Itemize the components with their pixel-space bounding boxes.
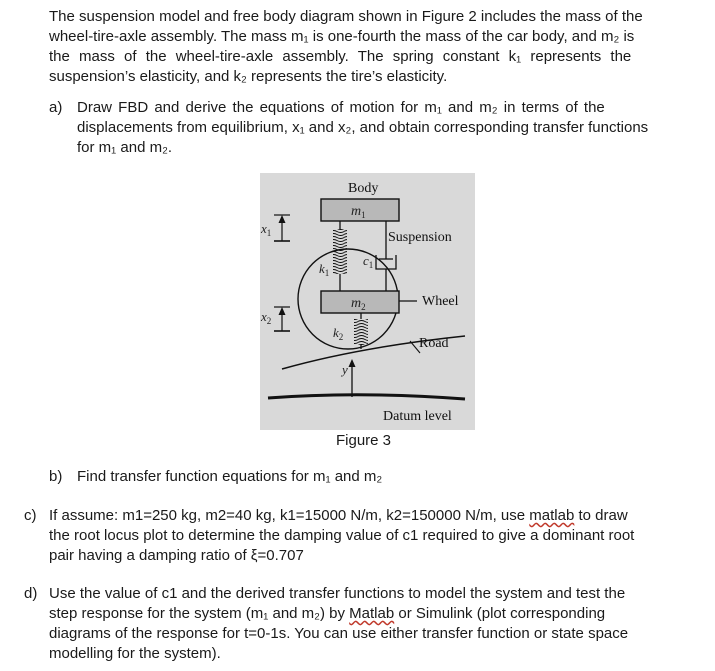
question-c-label: c)	[24, 507, 37, 524]
suspension-figure	[260, 173, 475, 430]
x2-arrowhead	[279, 307, 286, 315]
question-b-label: b)	[49, 468, 63, 485]
x2-label: $x_2$	[261, 309, 272, 326]
question-c-line-3: pair having a damping ratio of ξ=0.707	[49, 547, 304, 564]
question-d-line-2	[49, 604, 681, 624]
question-a-line-1: Draw FBD and derive the equations of motion for m₁ and m₂ in terms of the	[77, 99, 605, 116]
y-label: y	[342, 362, 348, 377]
k2-label: $k_2$	[333, 325, 344, 342]
question-a-line-3: for m₁ and m₂.	[77, 139, 173, 156]
k1-spring-coil	[333, 229, 347, 274]
datum-label: Datum level	[383, 409, 452, 424]
k2-spring-coil	[354, 319, 368, 345]
matlab-word: matlab	[529, 507, 575, 524]
m1-label: $m_1$	[351, 204, 366, 220]
question-d-line-3: diagrams of the response for t=0-1s. You can use either transfer function or state space	[49, 625, 629, 642]
c1-label: $c_1$	[363, 253, 374, 270]
road-label: Road	[419, 336, 449, 351]
body-label: Body	[348, 181, 379, 196]
question-d-line-2-end: or Simulink (plot corresponding	[394, 605, 606, 622]
question-c-line-1	[49, 506, 681, 526]
question-a-label: a)	[49, 99, 63, 116]
figure-caption: Figure 3	[336, 432, 392, 449]
intro-line-4: suspension’s elasticity, and k₂ represents the tire’s elasticity.	[49, 68, 448, 85]
question-c-line-1-start: If assume: m1=250 kg, m2=40 kg, k1=15000 N/m, k2=150000 N/m, use	[49, 507, 530, 524]
intro-line-1: The suspension model and free body diagram shown in Figure 2 includes the mass of the	[49, 8, 643, 25]
x1-label: $x_1$	[261, 221, 272, 238]
suspension-label: Suspension	[388, 230, 452, 245]
k1-label: $k_1$	[319, 261, 330, 278]
question-d-line-2-start: step response for the system (m₁ and m₂) by	[49, 605, 350, 622]
wheel-label: Wheel	[422, 294, 459, 309]
question-d-line-4: modelling for the system).	[49, 645, 221, 662]
question-c-line-1-end: to draw	[574, 507, 628, 524]
suspension-diagram	[260, 173, 475, 430]
y-arrowhead	[349, 359, 356, 367]
matlab-word-2: Matlab	[349, 605, 395, 622]
question-d-line-1: Use the value of c1 and the derived transfer functions to model the system and test the	[49, 585, 626, 602]
intro-line-2: wheel-tire-axle assembly. The mass m₁ is one-fourth the mass of the car body, and m₂ is	[49, 28, 635, 45]
m2-label: $m_2$	[351, 296, 366, 312]
question-a-line-2: displacements from equilibrium, x₁ and x₂, and obtain corresponding transfer functions	[77, 119, 649, 136]
datum-line	[268, 395, 465, 399]
question-c-line-2: the root locus plot to determine the damping value of c1 required to give a dominant root	[49, 527, 635, 544]
x1-arrowhead	[279, 215, 286, 223]
question-d-label: d)	[24, 585, 38, 602]
question-b-text: Find transfer function equations for m₁ and m₂	[77, 468, 383, 485]
intro-line-3: the mass of the wheel-tire-axle assembly. The spring constant k₁ represents the	[49, 48, 632, 65]
